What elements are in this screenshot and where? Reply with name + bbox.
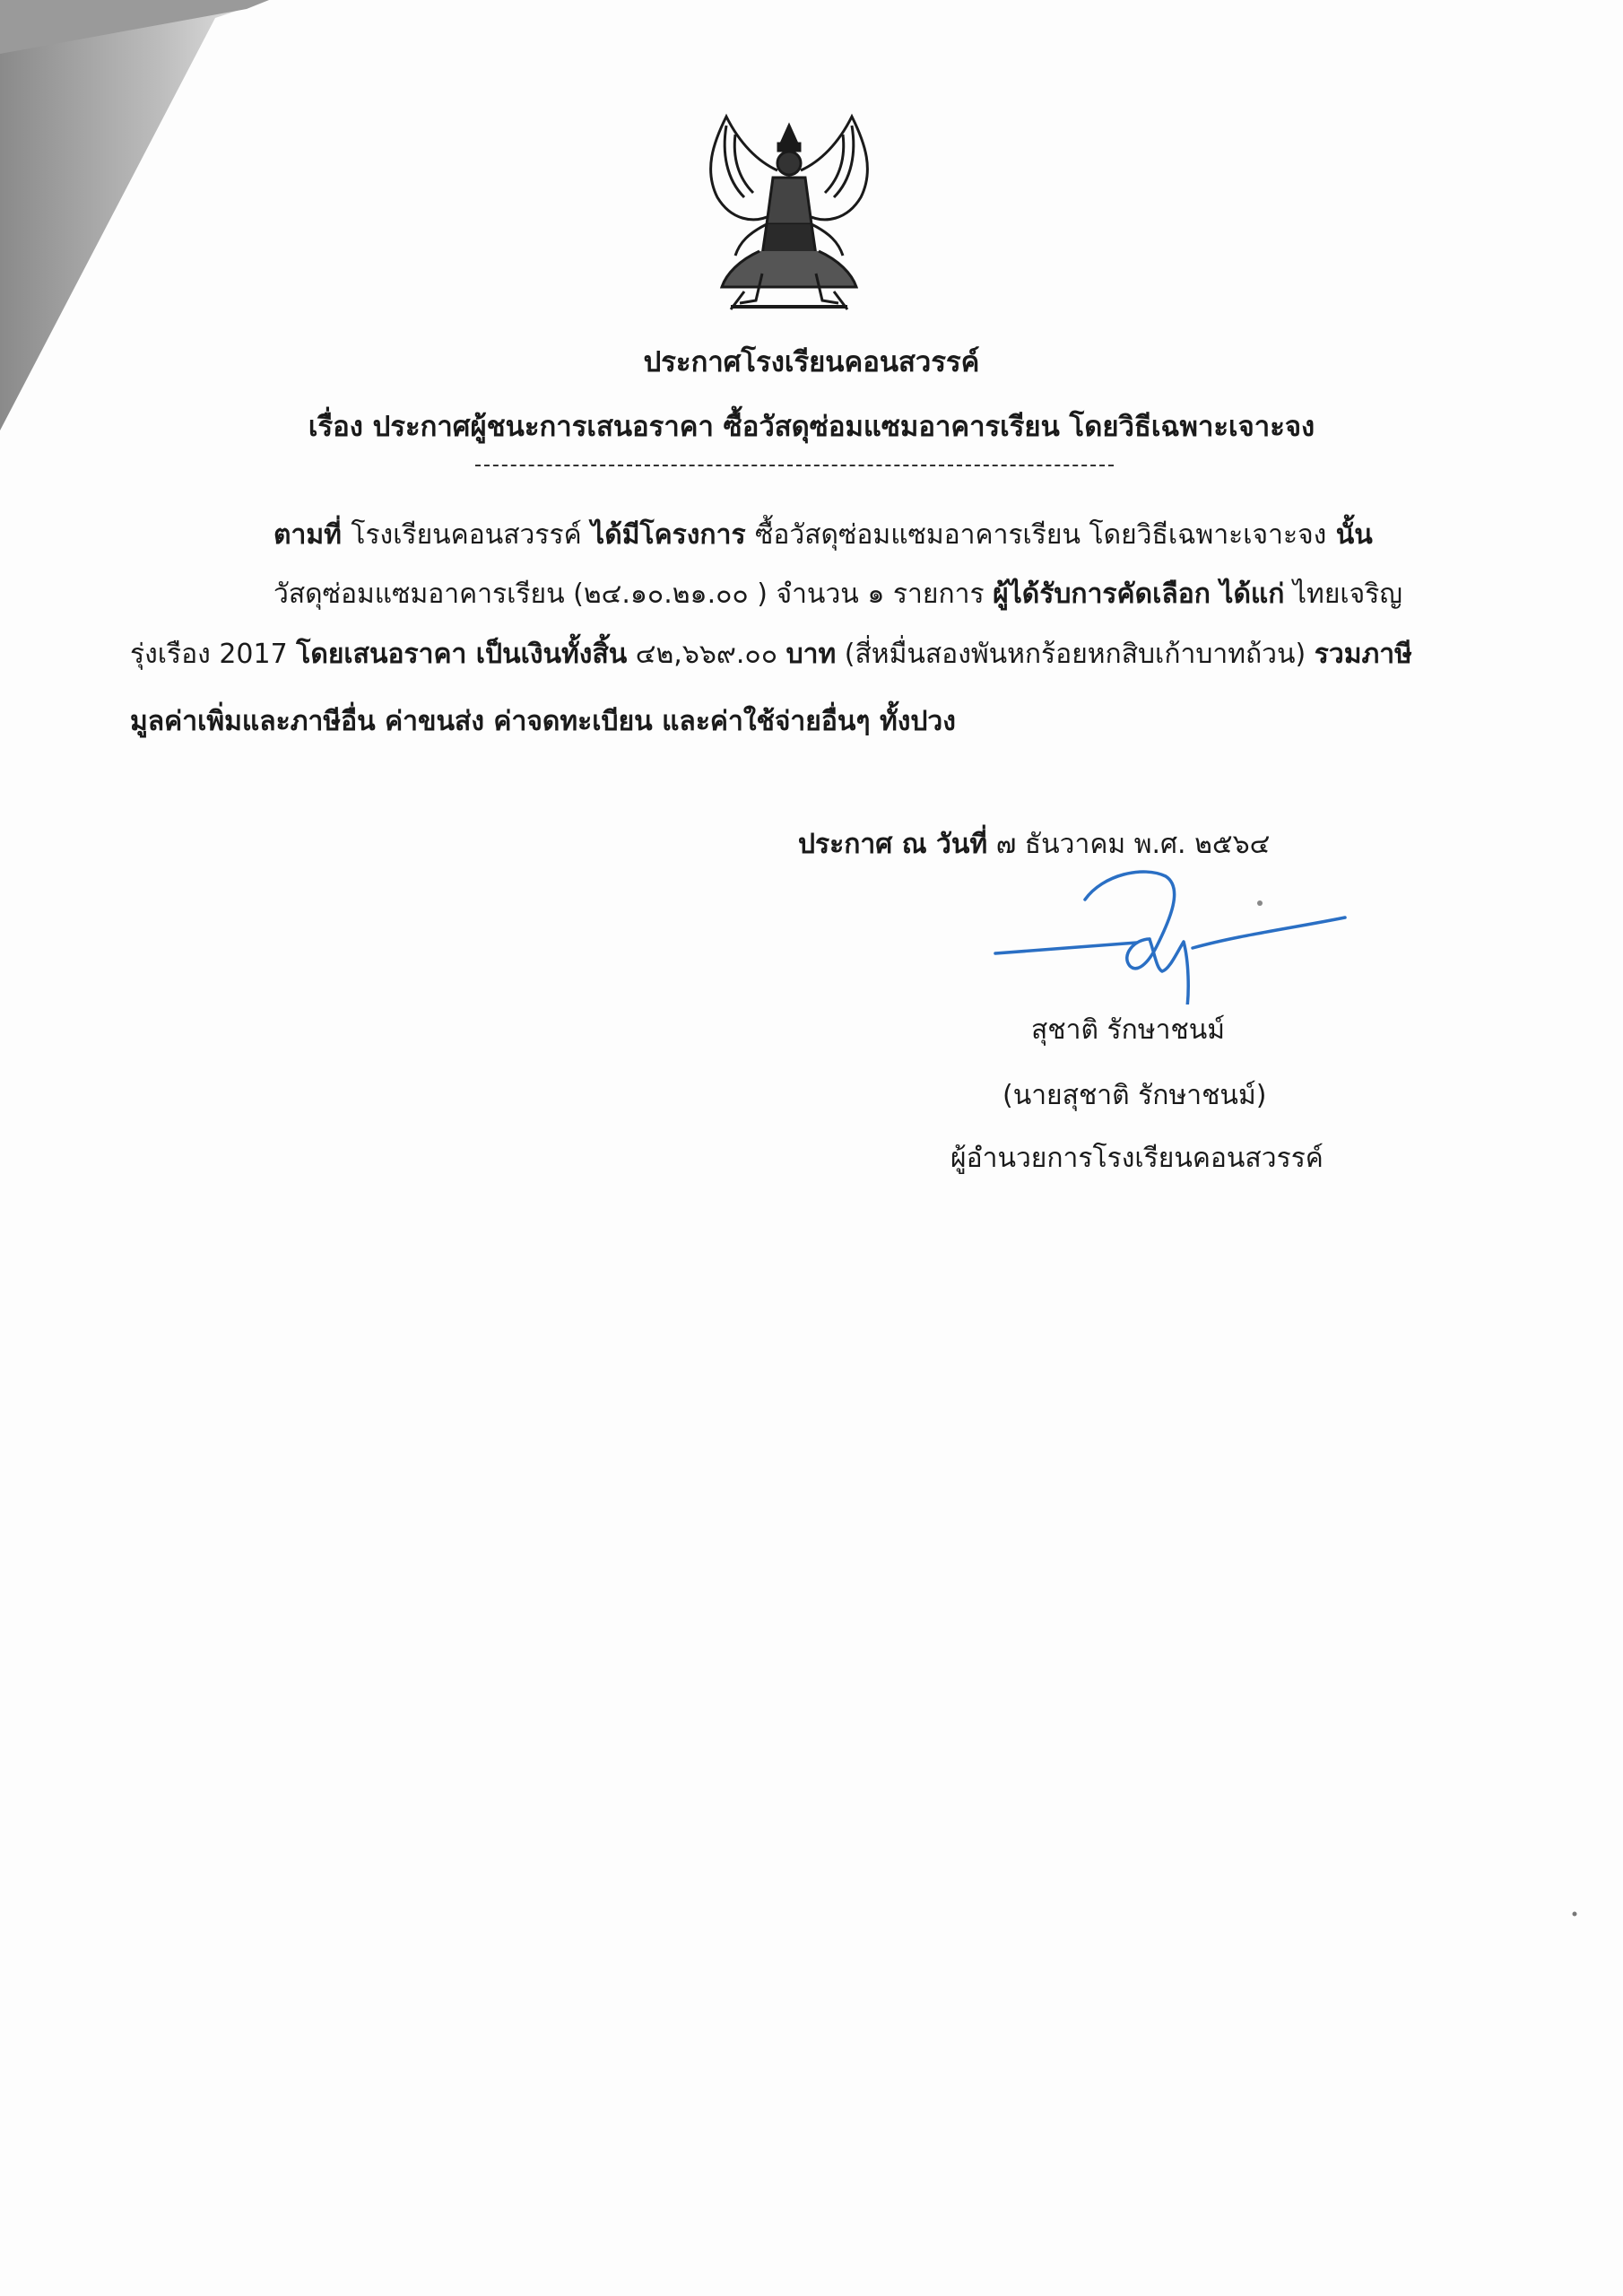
body-text: ๔๒,๖๖๙.๐๐ <box>627 639 786 670</box>
body-text: นั้น <box>1326 519 1373 551</box>
body-line-3 <box>130 641 1412 668</box>
garuda-emblem-icon <box>677 108 901 332</box>
body-text: (สี่หมื่นสองพันหกร้อยหกสิบเก้าบาทถ้วน) <box>836 639 1315 670</box>
body-text: ตามที่ <box>273 519 352 551</box>
body-text: โรงเรียนคอนสวรรค์ <box>351 519 582 551</box>
body-text: บาท <box>785 639 837 670</box>
body-text: ไทยเจริญ <box>1284 578 1402 610</box>
body-text: รวมภาษี <box>1314 639 1412 670</box>
scan-speck <box>1571 1910 1578 1918</box>
body-text: โดยเสนอราคา เป็นเงินทั้งสิ้น <box>296 639 628 670</box>
date-label: ประกาศ ณ วันที่ <box>798 829 988 860</box>
signer-position: ผู้อำนวยการโรงเรียนคอนสวรรค์ <box>950 1143 1324 1174</box>
body-text: ได้มีโครงการ <box>581 519 756 551</box>
body-text: รุ่งเรือง 2017 <box>130 639 297 670</box>
signer-full-name: (นายสุชาติ รักษาชนม์) <box>1002 1080 1267 1111</box>
body-text: วัสดุซ่อมแซมอาคารเรียน (๒๔.๑๐.๒๑.๐๐ ) จำนวน ๑ รายการ <box>273 578 994 610</box>
signer-name: สุชาติ รักษาชนม์ <box>1031 1014 1226 1046</box>
announcement-subject <box>0 404 1623 448</box>
subject-prefix: เรื่อง ประกาศผู้ชนะการเสนอราคา <box>308 411 714 443</box>
handwritten-signature <box>986 857 1363 1004</box>
body-line-4: มูลค่าเพิ่มและภาษีอื่น ค่าขนส่ง ค่าจดทะเบียน และค่าใช้จ่ายอื่นๆ ทั้งปวง <box>130 706 956 737</box>
date-value: ๗ ธันวาคม พ.ศ. ๒๕๖๔ <box>987 829 1271 860</box>
body-text: ซื้อวัสดุซ่อมแซมอาคารเรียน โดยวิธีเฉพาะเจาะจง <box>755 519 1327 551</box>
subject-rest: ซื้อวัสดุซ่อมแซมอาคารเรียน โดยวิธีเฉพาะเจาะจง <box>713 411 1315 443</box>
announcement-title: ประกาศโรงเรียนคอนสวรรค์ <box>643 346 980 378</box>
body-line-1 <box>273 519 1373 551</box>
dashed-divider <box>475 465 1114 466</box>
body-text: ผู้ได้รับการคัดเลือก ได้แก่ <box>993 578 1285 610</box>
body-line-2 <box>273 578 1402 610</box>
